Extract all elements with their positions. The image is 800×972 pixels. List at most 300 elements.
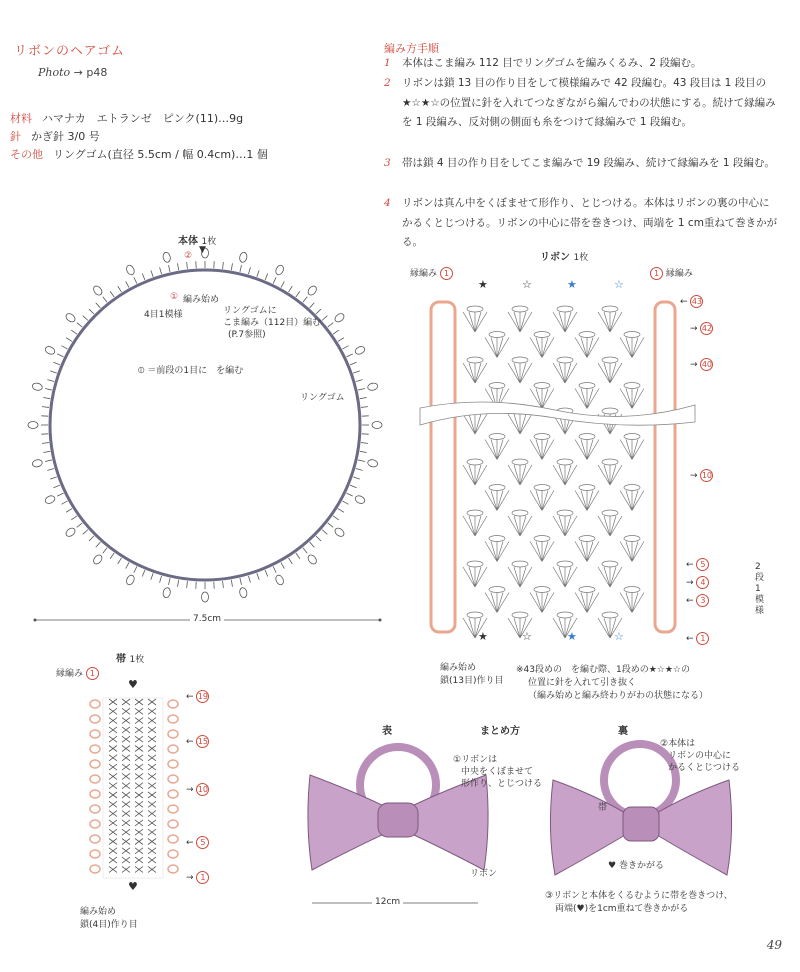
chain-loop bbox=[534, 383, 550, 389]
picot-stitch bbox=[274, 574, 285, 586]
sc-stitch bbox=[346, 493, 352, 496]
assembly-note1-3: 形作り、とじつける bbox=[461, 779, 543, 789]
row-number: 5 bbox=[196, 836, 209, 849]
sc-stitch bbox=[126, 562, 129, 568]
sc-stitch bbox=[257, 573, 259, 580]
sc-stitch bbox=[50, 477, 57, 479]
ribbon-row-43: ← 43 bbox=[680, 297, 702, 307]
assembly-note2-1: ②本体は bbox=[660, 739, 696, 749]
sc-stitch bbox=[96, 303, 101, 308]
sc-stitch bbox=[148, 820, 156, 826]
stitch-legend bbox=[138, 363, 243, 376]
sc-stitch bbox=[122, 746, 130, 752]
chain-loop bbox=[624, 485, 640, 491]
sc-stitch bbox=[45, 460, 52, 462]
fan-stitch bbox=[598, 516, 622, 536]
ribbon-label: リボン bbox=[470, 869, 498, 879]
fan-stitch bbox=[575, 542, 599, 562]
ribbon-title-text: リボン bbox=[540, 252, 570, 263]
sc-stitch bbox=[118, 286, 122, 292]
fan-stitch bbox=[575, 338, 599, 358]
sc-stitch bbox=[338, 509, 344, 513]
sc-stitch bbox=[281, 562, 284, 568]
chain-loop bbox=[624, 434, 640, 440]
sc-stitch bbox=[53, 485, 59, 488]
bottom-mark-1: ★ bbox=[478, 630, 488, 643]
chain-loop bbox=[557, 561, 573, 567]
steps-heading: 編み方手順 bbox=[384, 42, 439, 55]
sc-stitch bbox=[66, 338, 72, 342]
fan-stitch bbox=[485, 593, 509, 613]
sc-stitch bbox=[338, 338, 344, 342]
chain-loop bbox=[602, 459, 618, 465]
sc-stitch bbox=[361, 443, 368, 444]
edge-picot bbox=[90, 715, 100, 723]
chain-loop bbox=[467, 459, 483, 465]
band-start-2: 鎖(4目)作り目 bbox=[80, 920, 138, 930]
picot-stitch bbox=[92, 284, 104, 296]
assembly-note1-2: 中央をくぼませて bbox=[461, 767, 534, 777]
sc-stitch bbox=[109, 773, 117, 779]
picot-stitch bbox=[202, 592, 209, 602]
fan-stitch bbox=[485, 542, 509, 562]
sc-stitch bbox=[148, 736, 156, 742]
picot-stitch bbox=[367, 459, 378, 468]
sc-stitch bbox=[45, 389, 52, 391]
sc-stitch bbox=[71, 330, 77, 334]
edge-picot bbox=[168, 865, 178, 873]
sc-stitch bbox=[47, 468, 54, 470]
picot-stitch bbox=[64, 526, 76, 538]
sc-stitch bbox=[342, 501, 348, 504]
sc-stitch bbox=[135, 811, 143, 817]
fan-stitch bbox=[463, 516, 487, 536]
sc-stitch bbox=[122, 755, 130, 761]
picot-stitch bbox=[44, 494, 56, 505]
sc-stitch bbox=[322, 316, 327, 321]
sc-stitch bbox=[231, 263, 232, 270]
sc-stitch bbox=[89, 309, 94, 314]
sc-stitch bbox=[135, 829, 143, 835]
sc-stitch bbox=[122, 699, 130, 705]
fan-stitch bbox=[575, 389, 599, 409]
sc-stitch bbox=[142, 570, 145, 576]
body-title-text: 本体 bbox=[178, 236, 198, 247]
chain-loop bbox=[512, 459, 528, 465]
sc-stitch bbox=[296, 291, 300, 297]
band-edge-label bbox=[56, 666, 99, 680]
sc-stitch bbox=[110, 553, 114, 559]
fan-stitch bbox=[575, 593, 599, 613]
sc-stitch bbox=[83, 316, 88, 321]
ribbon-row-4: → 4 bbox=[686, 576, 709, 589]
photo-page: → p48 bbox=[73, 66, 108, 79]
sc-stitch bbox=[148, 866, 156, 872]
edge-picot bbox=[168, 835, 178, 843]
sc-stitch bbox=[135, 727, 143, 733]
row-number: 43 bbox=[691, 297, 702, 306]
sc-stitch bbox=[273, 277, 276, 283]
fan-stitch bbox=[485, 440, 509, 460]
ribbon-note-2: 位置に針を入れて引き抜く bbox=[528, 678, 637, 688]
chain-loop bbox=[467, 561, 483, 567]
fan-stitch bbox=[530, 491, 554, 511]
sc-stitch bbox=[148, 792, 156, 798]
sc-stitch bbox=[89, 536, 94, 541]
wrap-text: 巻きかがる bbox=[618, 861, 664, 871]
sc-stitch bbox=[135, 783, 143, 789]
heart-bottom-icon: ♥ bbox=[128, 880, 138, 893]
heart-icon: ♥ bbox=[608, 861, 617, 871]
top-mark-4: ☆ bbox=[614, 278, 624, 291]
picot-stitch bbox=[125, 264, 136, 276]
band-start-1: 編み始め bbox=[80, 907, 117, 917]
fan-stitch bbox=[530, 440, 554, 460]
step-number: 1 bbox=[384, 57, 391, 69]
photo-reference bbox=[38, 66, 107, 79]
chain-loop bbox=[534, 434, 550, 440]
sc-stitch bbox=[316, 309, 321, 314]
top-mark-2: ☆ bbox=[522, 278, 532, 291]
ribbon-row-3: ← 3 bbox=[686, 594, 709, 607]
sc-stitch bbox=[265, 570, 268, 576]
material-label: 針 bbox=[10, 130, 21, 143]
picot-stitch bbox=[367, 382, 378, 391]
ribbon-edge-right bbox=[655, 302, 675, 632]
wrap-label bbox=[608, 858, 664, 871]
bottom-mark-4: ☆ bbox=[614, 630, 624, 643]
chain-loop bbox=[489, 536, 505, 542]
sc-stitch bbox=[328, 323, 333, 327]
sc-stitch bbox=[61, 501, 67, 504]
assembly-note2-2: リボンの中心に bbox=[668, 751, 732, 761]
sc-stitch bbox=[83, 530, 88, 535]
material-value: リングゴム(直径 5.5cm / 幅 0.4cm)…1 個 bbox=[53, 148, 268, 161]
step-number: 4 bbox=[384, 197, 391, 209]
sc-stitch bbox=[248, 267, 250, 274]
material-value: かぎ針 3/0 号 bbox=[31, 130, 100, 143]
sc-stitch bbox=[289, 558, 293, 564]
material-value: ハマナカ エトランゼ ピンク(11)…9g bbox=[42, 112, 244, 125]
band-row-15: ← 15 bbox=[186, 737, 208, 747]
legend-text: ＝前段の1目に を編む bbox=[147, 366, 244, 376]
sc-stitch bbox=[148, 829, 156, 835]
picot-stitch bbox=[92, 553, 104, 565]
sc-stitch bbox=[122, 848, 130, 854]
picot-stitch bbox=[162, 587, 171, 598]
sc-stitch bbox=[42, 407, 49, 408]
chain-loop bbox=[534, 485, 550, 491]
row-circle: 1 bbox=[650, 267, 663, 280]
picot-stitch bbox=[354, 494, 366, 505]
chain-loop bbox=[624, 587, 640, 593]
edge-text: 縁編み bbox=[56, 669, 84, 679]
step-text: リボンは真ん中をくぼませて形作り、とじつける。本体はリボンの裏の中心にかるくとじつける。リボンの中心に帯を巻きつけ、両端を 1 cm重ねて巻きかがる。 bbox=[402, 197, 778, 248]
fan-stitch bbox=[553, 465, 577, 485]
material-hook bbox=[10, 128, 100, 144]
ribbon-edge-right bbox=[650, 266, 693, 280]
sc-stitch bbox=[135, 857, 143, 863]
gum-label: リングゴム bbox=[300, 393, 345, 403]
sc-stitch bbox=[122, 857, 130, 863]
sc-stitch bbox=[109, 783, 117, 789]
sc-stitch bbox=[122, 783, 130, 789]
sc-stitch bbox=[135, 718, 143, 724]
material-yarn bbox=[10, 110, 243, 126]
chain-loop bbox=[602, 408, 618, 414]
row-number: 10 bbox=[197, 785, 208, 794]
sc-stitch bbox=[57, 354, 63, 357]
edge-picot bbox=[90, 790, 100, 798]
chain-loop bbox=[467, 357, 483, 363]
fan-stitch bbox=[485, 491, 509, 511]
band-row-10: → 10 bbox=[186, 785, 208, 795]
sc-stitch bbox=[148, 718, 156, 724]
picot-stitch bbox=[306, 284, 318, 296]
fan-stitch bbox=[530, 593, 554, 613]
top-mark-1: ★ bbox=[478, 278, 488, 291]
chain-loop bbox=[579, 332, 595, 338]
sc-stitch bbox=[310, 542, 315, 547]
row-number: 40 bbox=[701, 360, 712, 369]
chain-loop bbox=[489, 485, 505, 491]
sc-stitch bbox=[109, 848, 117, 854]
picot-stitch bbox=[306, 553, 318, 565]
sc-stitch bbox=[169, 578, 171, 585]
step-text: 本体はこま編み 112 目でリングゴムを編みくるみ、2 段編む。 bbox=[402, 57, 702, 69]
sc-stitch bbox=[134, 566, 137, 572]
edge-picot bbox=[168, 730, 178, 738]
heart-top-icon: ♥ bbox=[128, 678, 138, 691]
sc-stitch bbox=[122, 829, 130, 835]
chain-loop bbox=[579, 536, 595, 542]
fan-stitch bbox=[508, 312, 532, 332]
sc-stitch bbox=[43, 451, 50, 452]
sc-stitch bbox=[109, 829, 117, 835]
sc-stitch bbox=[187, 262, 188, 269]
ribbon-stitch-chart bbox=[425, 290, 685, 650]
material-label: その他 bbox=[10, 148, 43, 161]
chain-loop bbox=[624, 332, 640, 338]
picot-stitch bbox=[239, 587, 248, 598]
row-number: 1 bbox=[196, 871, 209, 884]
sc-stitch bbox=[103, 548, 107, 553]
band-stitches bbox=[90, 698, 178, 878]
picot-stitch bbox=[333, 312, 345, 324]
sc-stitch bbox=[77, 323, 82, 327]
sc-stitch bbox=[135, 866, 143, 872]
assembly-note1-1: ①リボンは bbox=[453, 755, 498, 765]
edge-picot bbox=[90, 700, 100, 708]
band-row-5: ← 5 bbox=[186, 836, 209, 849]
edge-text: 縁編み bbox=[410, 269, 438, 279]
sc-stitch bbox=[148, 801, 156, 807]
chain-loop bbox=[602, 612, 618, 618]
row-circle: 1 bbox=[440, 267, 453, 280]
sc-stitch bbox=[160, 267, 162, 274]
picot-stitch bbox=[274, 264, 285, 276]
sc-stitch bbox=[296, 553, 300, 559]
top-mark-3: ★ bbox=[567, 278, 577, 291]
edge-picot bbox=[168, 760, 178, 768]
assembly-note3-2: 両端(♥)を1cm重ねて巻きかがる bbox=[555, 904, 689, 914]
sc-stitch bbox=[160, 576, 162, 583]
sc-stitch bbox=[118, 558, 122, 564]
sc-stitch bbox=[356, 468, 363, 470]
sc-stitch bbox=[109, 727, 117, 733]
band-count: 1枚 bbox=[129, 655, 145, 665]
sc-stitch bbox=[43, 398, 50, 399]
band-chart-title bbox=[116, 650, 144, 665]
sc-stitch bbox=[353, 371, 360, 373]
ribbon-row-5: ← 5 bbox=[686, 558, 709, 571]
chain-loop bbox=[512, 510, 528, 516]
chain-loop bbox=[489, 383, 505, 389]
edge-picot bbox=[90, 805, 100, 813]
sc-stitch bbox=[135, 708, 143, 714]
sc-stitch bbox=[281, 281, 284, 287]
edge-picot bbox=[168, 820, 178, 828]
sc-stitch bbox=[346, 354, 352, 357]
chain-loop bbox=[624, 536, 640, 542]
picot-stitch bbox=[32, 459, 43, 468]
fan-stitch bbox=[463, 465, 487, 485]
sc-stitch bbox=[122, 736, 130, 742]
sc-stitch bbox=[135, 801, 143, 807]
sc-stitch bbox=[358, 460, 365, 462]
sc-stitch bbox=[109, 866, 117, 872]
sc-stitch bbox=[187, 581, 188, 588]
ring-label-1: リングゴムに bbox=[223, 306, 277, 316]
ribbon-count: 1枚 bbox=[573, 253, 589, 263]
step-text: 帯は鎖 4 目の作り目をしてこま編みで 19 段編み、続けて縁編みを 1 段編む。 bbox=[402, 157, 775, 169]
step-3 bbox=[384, 154, 779, 174]
sc-stitch bbox=[148, 708, 156, 714]
fan-stitch bbox=[463, 567, 487, 587]
sc-stitch bbox=[77, 523, 82, 527]
page-number: 49 bbox=[766, 938, 782, 952]
fan-stitch bbox=[508, 363, 532, 383]
edge-text: 縁編み bbox=[665, 269, 693, 279]
fan-stitch bbox=[485, 338, 509, 358]
sc-stitch bbox=[122, 764, 130, 770]
sc-stitch bbox=[151, 573, 153, 580]
edge-picot bbox=[168, 805, 178, 813]
ribbon-edge-left bbox=[431, 302, 455, 632]
step-number: 3 bbox=[384, 157, 391, 169]
sc-stitch bbox=[265, 273, 268, 279]
chain-loop bbox=[534, 536, 550, 542]
sc-stitch bbox=[148, 699, 156, 705]
sc-stitch bbox=[360, 398, 367, 399]
fan-stitch bbox=[530, 389, 554, 409]
sc-stitch bbox=[135, 820, 143, 826]
ribbon-row-42: → 42 bbox=[690, 324, 712, 334]
sc-stitch bbox=[135, 764, 143, 770]
sc-stitch bbox=[122, 718, 130, 724]
sc-stitch bbox=[333, 330, 339, 334]
sc-stitch bbox=[109, 764, 117, 770]
sc-stitch bbox=[356, 380, 363, 382]
edge-picot bbox=[168, 700, 178, 708]
sc-stitch bbox=[240, 578, 242, 585]
picot-stitch bbox=[28, 422, 38, 429]
sc-stitch bbox=[109, 801, 117, 807]
sc-stitch bbox=[148, 783, 156, 789]
ribbon-note-1: ※43段めの を編む際、1段めの★☆★☆の bbox=[516, 665, 690, 675]
sc-stitch bbox=[142, 273, 145, 279]
sc-stitch bbox=[109, 699, 117, 705]
fan-stitch bbox=[508, 516, 532, 536]
band-outline bbox=[103, 698, 163, 878]
sc-stitch bbox=[135, 848, 143, 854]
assembly-note2-3: かるくとじつける bbox=[668, 763, 741, 773]
body-ring-diagram bbox=[0, 245, 400, 645]
fan-stitch bbox=[598, 363, 622, 383]
sc-stitch bbox=[122, 773, 130, 779]
sc-stitch bbox=[178, 263, 179, 270]
sc-stitch bbox=[273, 566, 276, 572]
body-pattern-label: 4目1模様 bbox=[144, 310, 183, 320]
sc-stitch bbox=[223, 581, 224, 588]
sc-stitch bbox=[148, 848, 156, 854]
chain-loop bbox=[557, 459, 573, 465]
sc-stitch bbox=[122, 820, 130, 826]
sc-stitch bbox=[122, 839, 130, 845]
ribbon-row-40: → 40 bbox=[690, 360, 712, 370]
sc-stitch bbox=[148, 839, 156, 845]
sc-stitch bbox=[361, 407, 368, 408]
chain-loop bbox=[467, 510, 483, 516]
sc-stitch bbox=[61, 346, 67, 349]
sc-stitch bbox=[122, 708, 130, 714]
sc-stitch bbox=[148, 755, 156, 761]
assembly-note3-1: ③リボンと本体をくるむように帯を巻きつけ、 bbox=[545, 891, 733, 901]
row-number: 4 bbox=[696, 576, 709, 589]
sc-stitch bbox=[223, 262, 224, 269]
chain-loop bbox=[512, 306, 528, 312]
sc-stitch bbox=[109, 857, 117, 863]
sc-stitch bbox=[109, 718, 117, 724]
edge-picot bbox=[90, 775, 100, 783]
chain-loop bbox=[467, 612, 483, 618]
fan-stitch bbox=[598, 465, 622, 485]
fan-stitch bbox=[620, 593, 644, 613]
chain-loop bbox=[467, 306, 483, 312]
chain-loop bbox=[534, 587, 550, 593]
sc-stitch bbox=[289, 286, 293, 292]
sc-stitch bbox=[47, 380, 54, 382]
bottom-mark-3: ★ bbox=[567, 630, 577, 643]
sc-stitch bbox=[135, 736, 143, 742]
body-width-label: 7.5cm bbox=[190, 614, 224, 624]
sc-stitch bbox=[148, 857, 156, 863]
sc-stitch bbox=[169, 265, 171, 272]
edge-picot bbox=[168, 715, 178, 723]
material-label: 材料 bbox=[10, 112, 32, 125]
fan-stitch bbox=[463, 312, 487, 332]
ribbon-chart-title bbox=[540, 248, 588, 263]
edge-picot bbox=[168, 745, 178, 753]
ribbon-repeat-note: 2段1模様 bbox=[755, 562, 765, 616]
sc-stitch bbox=[134, 277, 137, 283]
sc-stitch bbox=[350, 362, 356, 365]
step-2 bbox=[384, 74, 779, 133]
sc-stitch bbox=[240, 265, 242, 272]
band-stitch-chart bbox=[85, 690, 195, 890]
sc-stitch bbox=[353, 477, 360, 479]
band-title-text: 帯 bbox=[116, 654, 126, 665]
